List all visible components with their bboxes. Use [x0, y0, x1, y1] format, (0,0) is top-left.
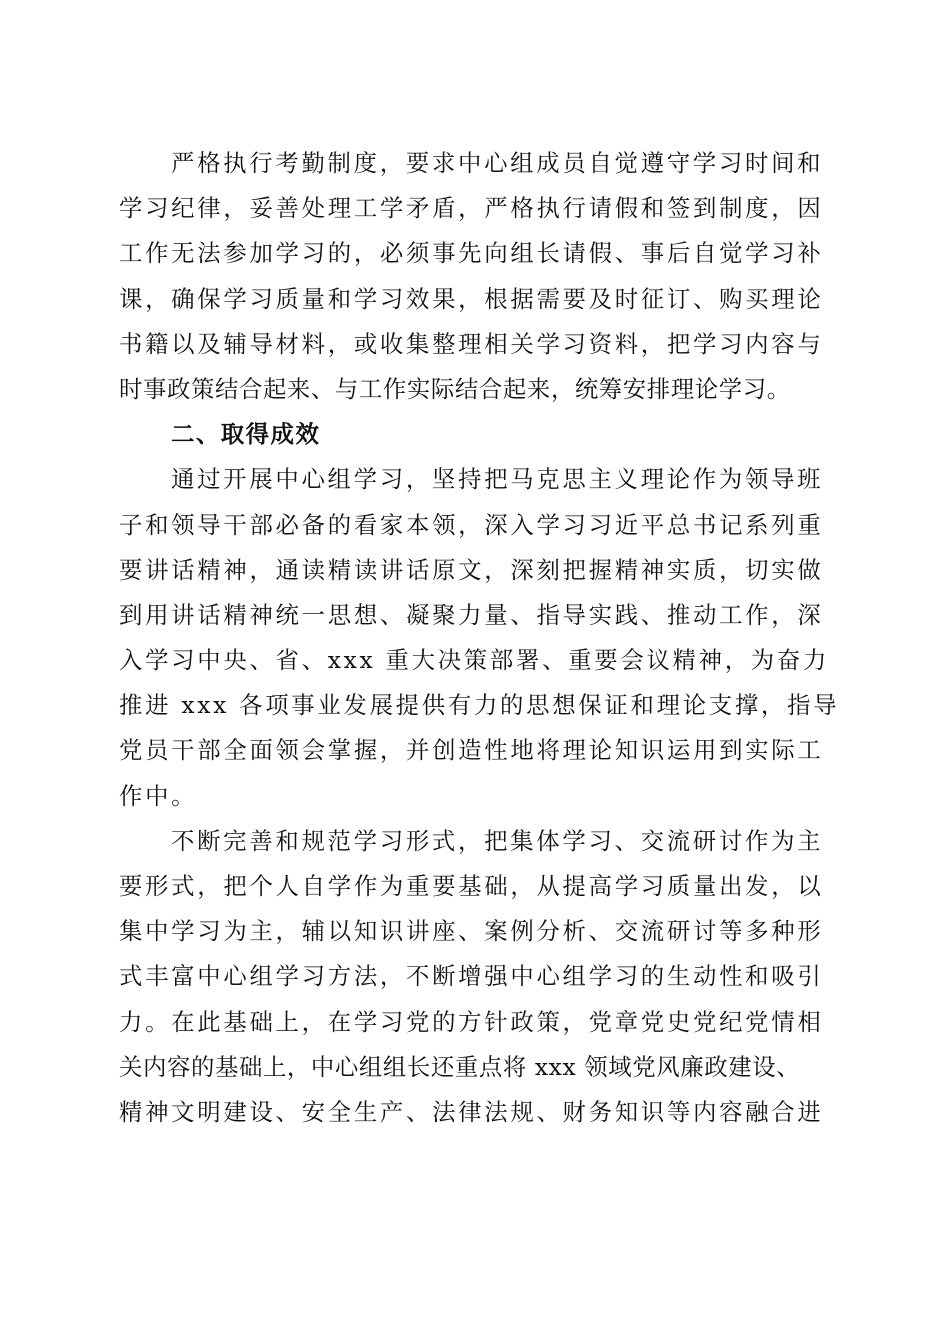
paragraph-3-line-5: 力。在此基础上，在学习党的方针政策，党章党史党纪党情相: [119, 1007, 824, 1036]
paragraph-3-line-7: 精神文明建设、安全生产、法律法规、财务知识等内容融合进: [119, 1097, 824, 1126]
paragraph-1-line-6: 时事政策结合起来、与工作实际结合起来，统筹安排理论学习。: [119, 374, 791, 403]
paragraph-1-line-1: 严格执行考勤制度，要求中心组成员自觉遵守学习时间和: [171, 149, 824, 177]
paragraph-2-line-6: 推进 xxx 各项事业发展提供有力的思想保证和理论支撑，指导: [119, 691, 840, 720]
paragraph-1-line-4: 课，确保学习质量和学习效果，根据需要及时征订、购买理论: [119, 284, 824, 313]
document-body: [119, 141, 840, 1135]
paragraph-2-line-1: 通过开展中心组学习，坚持把马克思主义理论作为领导班: [171, 465, 824, 494]
paragraph-2-line-5: 入学习中央、省、xxx 重大决策部署、重要会议精神，为奋力: [119, 646, 830, 675]
paragraph-3-line-4: 式丰富中心组学习方法，不断增强中心组学习的生动性和吸引: [119, 962, 824, 991]
paragraph-2-line-8: 作中。: [119, 781, 198, 810]
paragraph-1-line-3: 工作无法参加学习的，必须事先向组长请假、事后自觉学习补: [119, 239, 824, 268]
paragraph-3-line-2: 要形式，把个人自学作为重要基础，从提高学习质量出发，以: [119, 872, 824, 900]
paragraph-3-line-6: 关内容的基础上，中心组组长还重点将 xxx 领域党风廉政建设、: [119, 1052, 801, 1081]
section-heading: 二、取得成效: [171, 420, 321, 449]
paragraph-2-line-2: 子和领导干部必备的看家本领，深入学习习近平总书记系列重: [119, 510, 824, 539]
paragraph-2-line-4: 到用讲话精神统一思想、凝聚力量、指导实践、推动工作，深: [119, 600, 824, 629]
paragraph-1-line-2: 学习纪律，妥善处理工学矛盾，严格执行请假和签到制度，因: [119, 194, 824, 223]
paragraph-2-line-7: 党员干部全面领会掌握，并创造性地将理论知识运用到实际工: [119, 736, 824, 765]
paragraph-3-line-3: 集中学习为主，辅以知识讲座、案例分析、交流研讨等多种形: [119, 917, 824, 946]
paragraph-2-line-3: 要讲话精神，通读精读讲话原文，深刻把握精神实质，切实做: [119, 555, 824, 584]
paragraph-1-line-5: 书籍以及辅导材料，或收集整理相关学习资料，把学习内容与: [119, 329, 824, 358]
paragraph-3-line-1: 不断完善和规范学习形式，把集体学习、交流研讨作为主: [171, 826, 824, 855]
